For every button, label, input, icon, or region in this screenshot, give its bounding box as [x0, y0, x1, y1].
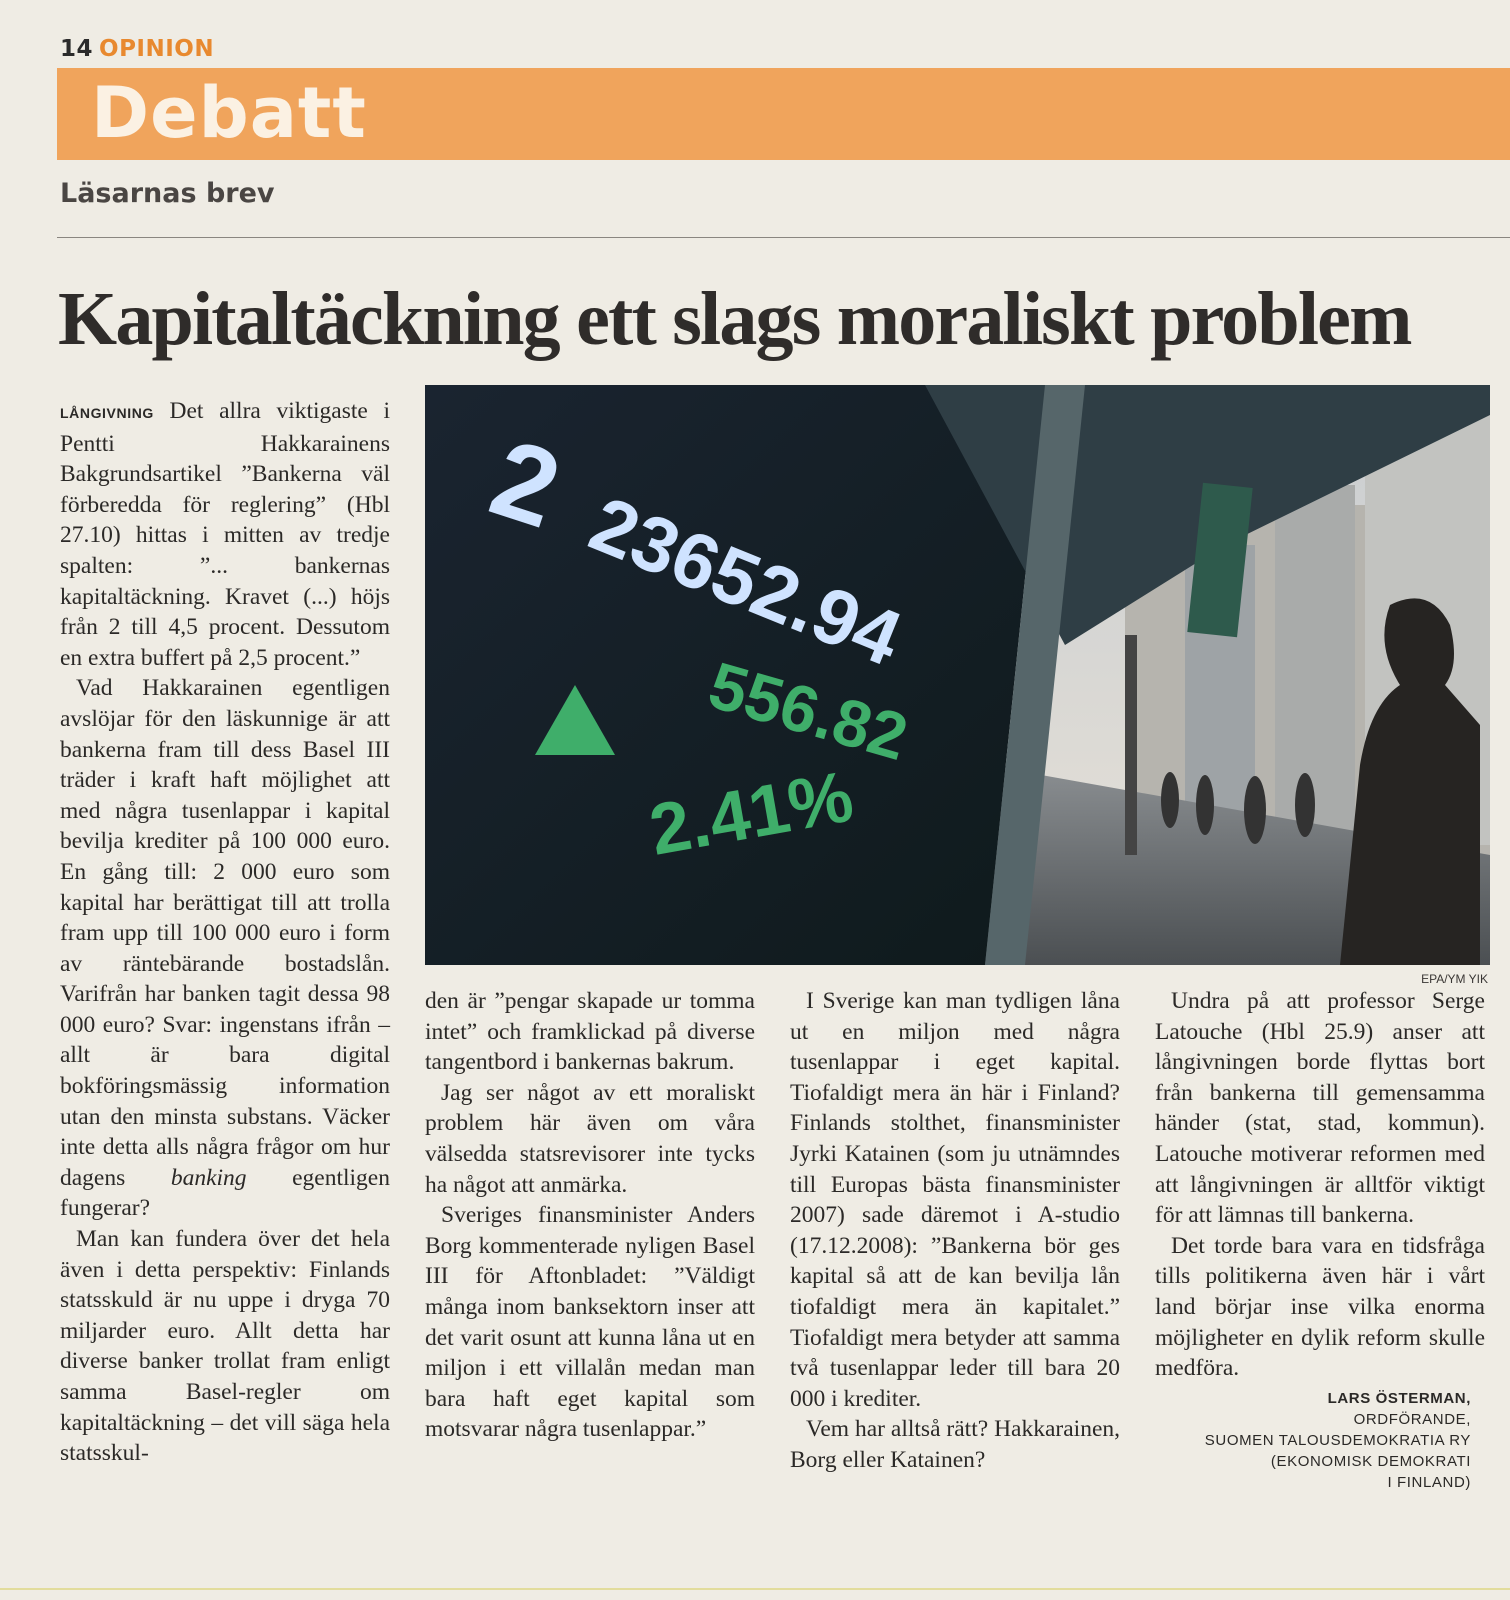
page-number-label — [60, 36, 214, 62]
author-organization: SUOMEN TALOUSDEMOKRATIA RY — [1204, 1431, 1471, 1449]
paragraph-text: Vad Hakkarainen egentligen avslöjar för den läskunnige är att bankerna fram till dess Basel III träder i kraft haft möjlighet att med några tusenlappar i kapital bevilja krediter på 100 000 euro. En gång till: 2 000 euro som kapital har berättigat till att trolla fram upp till 100 000 euro i form av räntebärande bostadslån. Varifrån har banken tagit dessa 98 000 euro? Svar: ingenstans ifrån – allt är bara digital bokföringsmässig information utan den minsta substans. Väcker inte detta alls några frågor om hur dagens — [60, 675, 390, 1191]
author-title: ORDFÖRANDE, — [1353, 1410, 1471, 1428]
signature — [1155, 1388, 1485, 1493]
subhead: Läsarnas brev — [60, 178, 275, 209]
paragraph: I Sverige kan man tydligen låna ut en miljon med några tusenlappar i eget kapital. Tiofaldigt mera än här i Finland? Finlands stolthet, finansminister Jyrki Katainen (som ju utnämndes till Europas bästa finansminister 2007) sade däremot i A-studio (17.12.2008): ”Bankerna bör ges kapital så att de kan bevilja lån tiofaldigt mera än kapitalet.” Tiofaldigt mera betyder att samma två tusenlappar leder till bara 20 000 i krediter. — [790, 988, 1120, 1412]
ticker-change: 556.82 — [701, 647, 916, 775]
paragraph: Jag ser något av ett moraliskt problem här även om våra välsedda statsrevisorer inte tycks ha något att anmärka. — [425, 1079, 755, 1198]
ticker-digit: 2 — [477, 415, 574, 552]
author-name: LARS ÖSTERMAN, — [1327, 1389, 1471, 1407]
photo-credit: EPA/YM YIK — [1421, 972, 1488, 986]
paragraph-text: Det allra viktigaste i Pentti Hakkarainens Bakgrundsartikel ”Bankerna väl förberedda för reglering” (Hbl 27.10) hittas i mitten av tredje spalten: ”... bankernas kapitaltäckning. Kravet (...) höjs från 2 till 4,5 procent. Dessutom en extra buffert på 2,5 procent.” — [60, 398, 391, 671]
divider — [57, 237, 1510, 238]
article-column-3 — [790, 986, 1120, 1476]
article-column-2 — [425, 986, 755, 1445]
kicker: LÅNGIVNING — [60, 405, 154, 421]
paragraph: Sveriges finansminister Anders Borg kommenterade nyligen Basel III för Aftonbladet: ”Väldigt många inom banksektorn inser att det varit osunt att kunna låna ut en miljon i ett villalån medan man bara haft eget kapital som motsvarar några tusenlappar.” — [425, 1202, 755, 1443]
paragraph-text: egentligen fungerar? — [60, 1164, 390, 1222]
article-column-4 — [1155, 986, 1485, 1493]
article-column-1 — [60, 396, 390, 1469]
paragraph: Det torde bara vara en tidsfråga tills politikerna även här i vårt land börjar inse vilka enorma möjligheter en dylik reform skulle medföra. — [1155, 1232, 1485, 1382]
paragraph: Man kan fundera över det hela även i detta perspektiv: Finlands statsskuld är nu uppe i dryga 70 miljarder euro. Allt detta har diverse banker trollat fram enligt samma Basel-regler om kapitaltäckning – det vill säga hela statsskul- — [60, 1226, 390, 1467]
banner-title: Debatt — [91, 72, 367, 154]
paragraph: Vem har alltså rätt? Hakkarainen, Borg eller Katainen? — [790, 1416, 1120, 1473]
paragraph: Undra på att professor Serge Latouche (Hbl 25.9) anser att långivningen borde flyttas bort från bankerna till gemensamma händer (stat, stad, kommun). Latouche motiverar reformen med att långivningen är alltför viktigt för att lämnas till bankerna. — [1155, 988, 1485, 1229]
headline: Kapitaltäckning ett slags moraliskt problem — [58, 277, 1411, 361]
paragraph — [60, 396, 390, 673]
author-organization: I FINLAND) — [1387, 1473, 1471, 1491]
author-organization: (EKONOMISK DEMOKRATI — [1270, 1452, 1471, 1470]
paragraph — [60, 673, 390, 1224]
page-number: 14 — [60, 36, 94, 62]
article-photo — [425, 385, 1490, 965]
ticker-percent: 2.41% — [643, 756, 859, 871]
stock-ticker-street-photo — [425, 385, 1490, 965]
section-label: OPINION — [99, 36, 215, 62]
section-banner — [57, 68, 1510, 160]
page-bottom-rule — [0, 1588, 1510, 1590]
paragraph: den är ”pengar skapade ur tomma intet” och framklickad på diverse tangentbord i bankernas bakrum. — [425, 988, 755, 1076]
ticker-index: 23652.94 — [578, 479, 914, 683]
italic-term: banking — [170, 1164, 247, 1191]
